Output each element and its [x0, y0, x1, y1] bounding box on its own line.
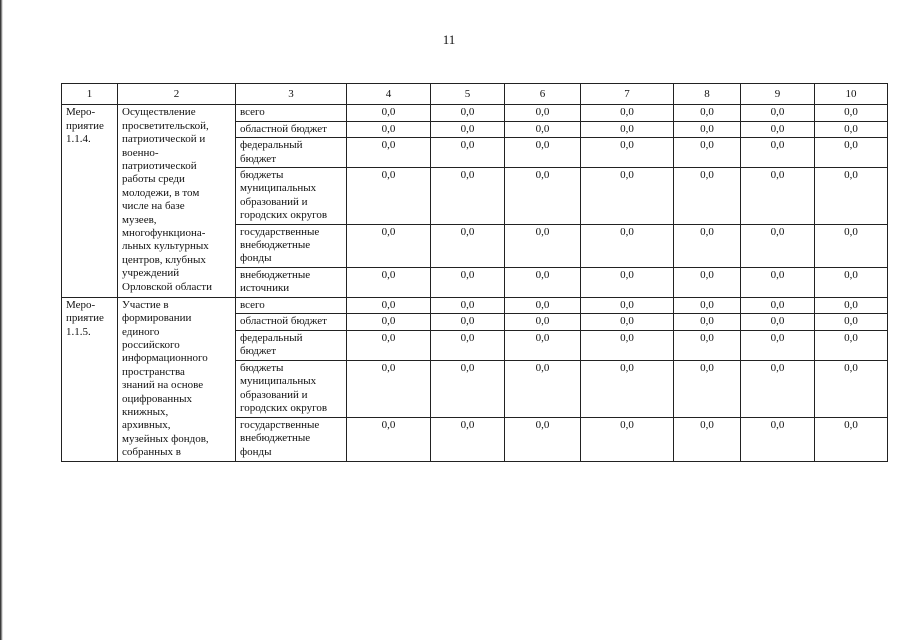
value-cell: 0,0 [347, 105, 431, 121]
budget-table [61, 83, 888, 462]
value-cell: 0,0 [505, 121, 581, 137]
value-cell: 0,0 [431, 121, 505, 137]
value-cell: 0,0 [581, 138, 674, 168]
funding-source: государственные внебюджетные фонды [236, 417, 347, 461]
column-header-7: 7 [581, 84, 674, 105]
value-cell: 0,0 [741, 168, 815, 225]
value-cell: 0,0 [505, 297, 581, 314]
value-cell: 0,0 [815, 314, 888, 331]
value-cell: 0,0 [674, 330, 741, 360]
column-header-4: 4 [347, 84, 431, 105]
value-cell: 0,0 [431, 297, 505, 314]
value-cell: 0,0 [581, 224, 674, 267]
value-cell: 0,0 [581, 360, 674, 417]
funding-source: всего [236, 297, 347, 314]
value-cell: 0,0 [347, 330, 431, 360]
value-cell: 0,0 [674, 138, 741, 168]
value-cell: 0,0 [674, 297, 741, 314]
value-cell: 0,0 [347, 314, 431, 331]
value-cell: 0,0 [581, 330, 674, 360]
value-cell: 0,0 [815, 138, 888, 168]
value-cell: 0,0 [581, 267, 674, 297]
column-header-9: 9 [741, 84, 815, 105]
value-cell: 0,0 [815, 330, 888, 360]
column-header-8: 8 [674, 84, 741, 105]
funding-source: федеральный бюджет [236, 138, 347, 168]
value-cell: 0,0 [431, 105, 505, 121]
value-cell: 0,0 [581, 417, 674, 461]
value-cell: 0,0 [674, 417, 741, 461]
value-cell: 0,0 [741, 224, 815, 267]
value-cell: 0,0 [505, 224, 581, 267]
value-cell: 0,0 [431, 330, 505, 360]
value-cell: 0,0 [741, 121, 815, 137]
value-cell: 0,0 [581, 121, 674, 137]
value-cell: 0,0 [347, 297, 431, 314]
value-cell: 0,0 [505, 360, 581, 417]
column-header-3: 3 [236, 84, 347, 105]
value-cell: 0,0 [741, 330, 815, 360]
value-cell: 0,0 [815, 121, 888, 137]
funding-source: областной бюджет [236, 121, 347, 137]
value-cell: 0,0 [347, 417, 431, 461]
value-cell: 0,0 [505, 314, 581, 331]
value-cell: 0,0 [431, 168, 505, 225]
value-cell: 0,0 [741, 297, 815, 314]
value-cell: 0,0 [815, 267, 888, 297]
value-cell: 0,0 [581, 105, 674, 121]
value-cell: 0,0 [347, 121, 431, 137]
funding-source: бюджеты муниципальных образований и городских округов [236, 168, 347, 225]
value-cell: 0,0 [505, 267, 581, 297]
value-cell: 0,0 [505, 417, 581, 461]
column-header-5: 5 [431, 84, 505, 105]
value-cell: 0,0 [674, 168, 741, 225]
value-cell: 0,0 [674, 105, 741, 121]
header-row [62, 84, 888, 105]
funding-source: внебюджетные источники [236, 267, 347, 297]
value-cell: 0,0 [505, 105, 581, 121]
value-cell: 0,0 [505, 168, 581, 225]
value-cell: 0,0 [674, 314, 741, 331]
value-cell: 0,0 [674, 360, 741, 417]
funding-source: федеральный бюджет [236, 330, 347, 360]
funding-source: государственные внебюджетные фонды [236, 224, 347, 267]
value-cell: 0,0 [581, 297, 674, 314]
value-cell: 0,0 [505, 330, 581, 360]
column-header-1: 1 [62, 84, 118, 105]
activity-description: Участие в формировании единого российского информационного пространства знаний на основе оцифрованных книжных, архивных, музейных фондов, собранных в [118, 297, 236, 461]
value-cell: 0,0 [741, 267, 815, 297]
value-cell: 0,0 [431, 417, 505, 461]
value-cell: 0,0 [741, 105, 815, 121]
value-cell: 0,0 [347, 168, 431, 225]
column-header-6: 6 [505, 84, 581, 105]
funding-source: областной бюджет [236, 314, 347, 331]
value-cell: 0,0 [741, 314, 815, 331]
funding-source: всего [236, 105, 347, 121]
value-cell: 0,0 [347, 267, 431, 297]
activity-description: Осуществление просветительской, патриотической и военно- патриотической работы среди молодежи, в том числе на базе музеев, многофункциона- льных культурных центров, клубных учреждений Орловской области [118, 105, 236, 297]
table-row [62, 105, 888, 121]
value-cell: 0,0 [431, 360, 505, 417]
value-cell: 0,0 [674, 121, 741, 137]
value-cell: 0,0 [815, 417, 888, 461]
table-row [62, 297, 888, 314]
value-cell: 0,0 [741, 417, 815, 461]
value-cell: 0,0 [347, 224, 431, 267]
value-cell: 0,0 [347, 360, 431, 417]
value-cell: 0,0 [815, 168, 888, 225]
value-cell: 0,0 [581, 314, 674, 331]
value-cell: 0,0 [431, 267, 505, 297]
value-cell: 0,0 [815, 105, 888, 121]
activity-code: Меро- приятие 1.1.4. [62, 105, 118, 297]
column-header-2: 2 [118, 84, 236, 105]
value-cell: 0,0 [581, 168, 674, 225]
value-cell: 0,0 [815, 224, 888, 267]
value-cell: 0,0 [741, 138, 815, 168]
value-cell: 0,0 [741, 360, 815, 417]
value-cell: 0,0 [431, 224, 505, 267]
value-cell: 0,0 [431, 314, 505, 331]
funding-source: бюджеты муниципальных образований и городских округов [236, 360, 347, 417]
column-header-10: 10 [815, 84, 888, 105]
value-cell: 0,0 [674, 267, 741, 297]
activity-code: Меро- приятие 1.1.5. [62, 297, 118, 461]
page-number: 11 [442, 32, 456, 47]
value-cell: 0,0 [431, 138, 505, 168]
value-cell: 0,0 [674, 224, 741, 267]
value-cell: 0,0 [347, 138, 431, 168]
scan-edge [0, 0, 3, 640]
value-cell: 0,0 [815, 297, 888, 314]
value-cell: 0,0 [505, 138, 581, 168]
value-cell: 0,0 [815, 360, 888, 417]
